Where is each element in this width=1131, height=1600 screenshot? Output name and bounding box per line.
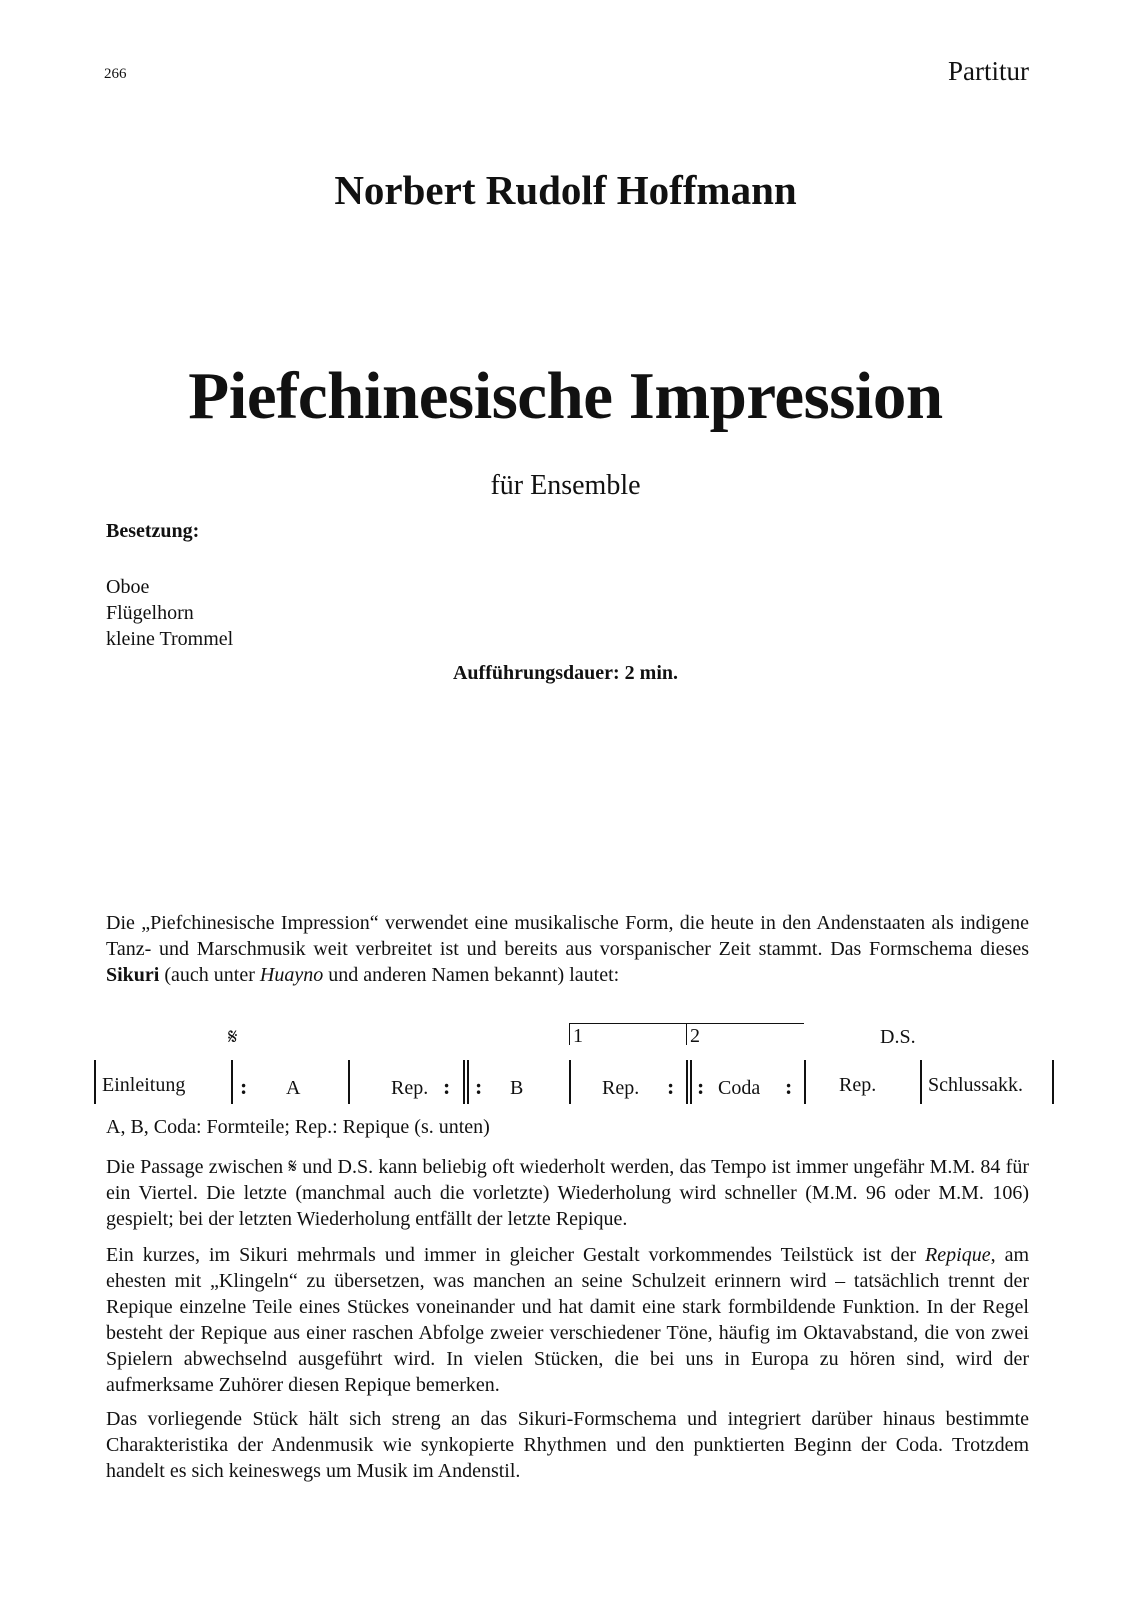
repique-paragraph bbox=[106, 1242, 1029, 1398]
label-a: A bbox=[286, 1077, 301, 1099]
barline bbox=[348, 1060, 350, 1104]
volta-bracket-line bbox=[569, 1023, 804, 1024]
label-rep-1: Rep. bbox=[391, 1077, 429, 1099]
barline bbox=[686, 1060, 688, 1104]
label-schlussakkord: Schlussakk. bbox=[928, 1074, 1023, 1096]
intro-italic-term: Huayno bbox=[259, 964, 324, 986]
work-subtitle: für Ensemble bbox=[490, 470, 641, 501]
label-rep-2: Rep. bbox=[602, 1077, 640, 1099]
segno-inline: 𝄋 bbox=[288, 1156, 297, 1178]
repeat-colon: : bbox=[697, 1074, 705, 1099]
barline bbox=[94, 1060, 96, 1104]
volta-number-1: 1 bbox=[573, 1025, 583, 1047]
barline bbox=[1052, 1060, 1054, 1104]
volta-bracket-1 bbox=[569, 1023, 570, 1045]
barline bbox=[920, 1060, 922, 1104]
repeat-colon: : bbox=[475, 1074, 483, 1099]
label-b: B bbox=[510, 1077, 524, 1099]
para3-text-1: Ein kurzes, im Sikuri mehrmals und immer in gleicher Gestalt vorkommendes Teilstück ist der bbox=[106, 1244, 926, 1266]
instrument-item: kleine Trommel bbox=[106, 628, 234, 650]
intro-text-1: Die „Piefchinesische Impression“ verwendet eine musikalische Form, die heute in den Andenstaaten als indigene Tanz- und Marschmusik weit verbreitet ist und bereits aus vorspanischer Zeit stammt. Das Formschema dieses bbox=[106, 912, 1029, 960]
page-number: 266 bbox=[104, 66, 127, 82]
ds-marking: D.S. bbox=[880, 1026, 916, 1048]
barline bbox=[467, 1060, 469, 1104]
repeat-colon: : bbox=[443, 1074, 451, 1099]
repeat-colon: : bbox=[785, 1074, 793, 1099]
scheme-caption: A, B, Coda: Formteile; Rep.: Repique (s. unten) bbox=[106, 1116, 490, 1138]
barline bbox=[569, 1060, 571, 1104]
barline bbox=[690, 1060, 692, 1104]
para3-text-2: , am ehesten mit „Klingeln“ zu übersetzen, was manchen an seine Schulzeit erinnern wird – tatsächlich trennt der Repique einzelne Teile eines Stückes voneinander und hat damit eine stark formbildende Funktion. In der Regel besteht der Repique aus einer raschen Abfolge zweier verschiedener Töne, häufig im Oktavabstand, die von zwei Spielern abwechselnd ausgeführt wird. In vielen Stücken, die bei uns in Europa zu hören sind, wird der aufmerksame Zuhörer diesen Repique bemerken. bbox=[106, 1244, 1030, 1396]
intro-paragraph bbox=[106, 910, 1029, 988]
form-scheme bbox=[0, 1014, 1131, 1114]
tempo-paragraph bbox=[106, 1154, 1029, 1232]
instrumentation-list bbox=[106, 574, 233, 652]
instrumentation-heading: Besetzung: bbox=[106, 520, 200, 542]
intro-bold-term: Sikuri bbox=[106, 964, 160, 986]
work-title: Piefchinesische Impression bbox=[188, 359, 943, 433]
volta-bracket-2 bbox=[686, 1023, 687, 1045]
barline bbox=[231, 1060, 233, 1104]
section-label: Partitur bbox=[948, 56, 1029, 86]
composer-name: Norbert Rudolf Hoffmann bbox=[334, 167, 797, 213]
repeat-colon: : bbox=[667, 1074, 675, 1099]
label-rep-3: Rep. bbox=[839, 1074, 877, 1096]
volta-number-2: 2 bbox=[690, 1025, 700, 1047]
barline bbox=[463, 1060, 465, 1104]
intro-text-3: und anderen Namen bekannt) lautet: bbox=[323, 964, 620, 986]
repeat-colon: : bbox=[240, 1074, 248, 1099]
instrument-item: Flügelhorn bbox=[106, 602, 194, 624]
repique-term: Repique bbox=[925, 1244, 991, 1266]
label-coda: Coda bbox=[718, 1077, 761, 1099]
para2-text-2: und D.S. kann beliebig oft wiederholt werden, das Tempo ist immer ungefähr M.M. 84 für ein Viertel. Die letzte (manchmal auch die vorletzte) Wiederholung wird schneller (M.M. 96 oder M.M. 106) gespielt; bei der letzten Wiederholung entfällt der letzte Repique. bbox=[106, 1156, 1029, 1230]
performance-duration: Aufführungsdauer: 2 min. bbox=[452, 662, 679, 684]
label-einleitung: Einleitung bbox=[102, 1074, 186, 1096]
instrument-item: Oboe bbox=[106, 576, 150, 598]
para2-text-1: Die Passage zwischen bbox=[106, 1156, 289, 1178]
segno-sign: 𝄋 bbox=[228, 1024, 238, 1049]
barline bbox=[804, 1060, 806, 1104]
intro-text-2: (auch unter bbox=[159, 964, 260, 986]
closing-paragraph: Das vorliegende Stück hält sich streng an das Sikuri-Formschema und integriert darüber hinaus bestimmte Charakteristika der Andenmusik wie synkopierte Rhythmen und den punktierten Beginn der Coda. Trotzdem handelt es sich keineswegs um Musik im Andenstil. bbox=[106, 1408, 1029, 1482]
